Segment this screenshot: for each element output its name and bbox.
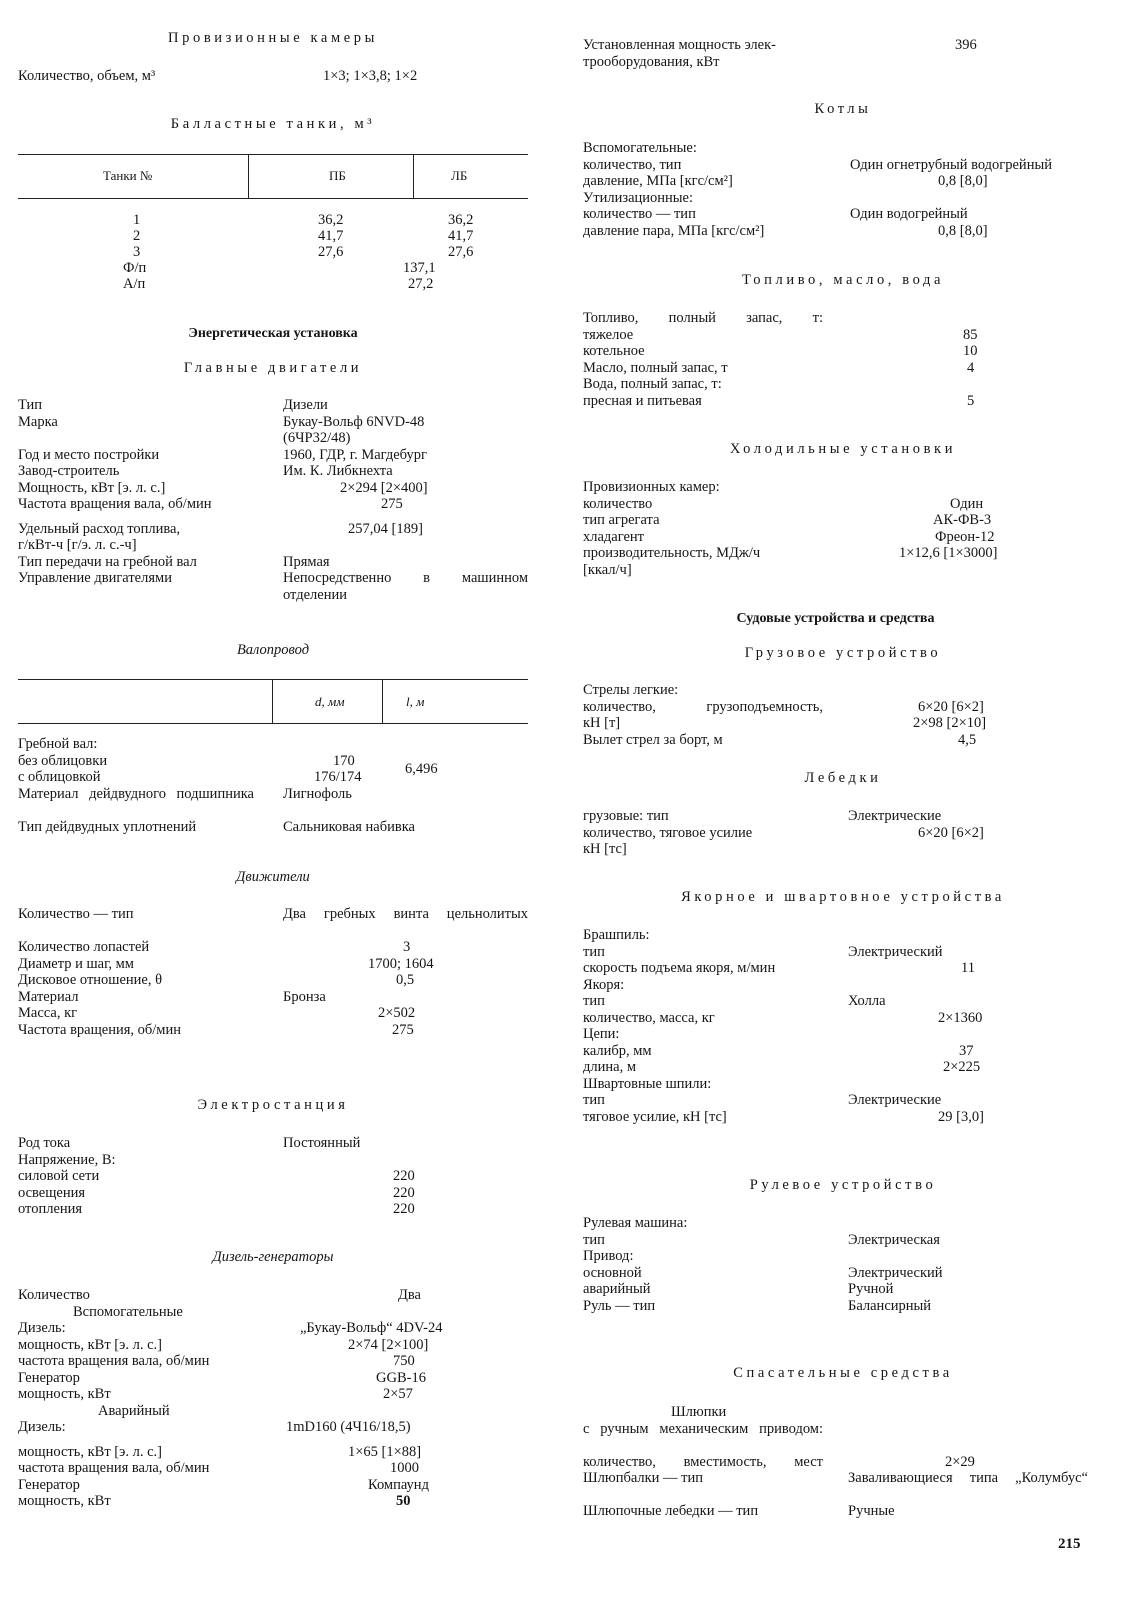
tank-lb-value: 36,2 (448, 212, 474, 228)
spec-value: Компаунд (368, 1476, 429, 1493)
provision-chambers-label: Количество, объем, м³ (18, 68, 156, 84)
table-col-divider (382, 679, 383, 723)
spec-value: 50 (396, 1493, 411, 1509)
spec-value: 1700; 1604 (368, 955, 434, 972)
spec-value: Букау-Вольф 6NVD-48 (283, 413, 425, 430)
spec-label: Завод-строитель (18, 463, 120, 479)
spec-value: 6×20 [6×2] (918, 698, 984, 715)
tank-fp-value: 137,1 (403, 260, 436, 276)
spec-label: основной (583, 1264, 642, 1281)
fuel-oil-water-block (583, 310, 1103, 409)
column-header-tank: Танки № (103, 168, 153, 183)
spec-value: 275 (392, 1021, 414, 1038)
spec-label: Провизионных камер: (583, 479, 720, 495)
spec-label: [ккал/ч] (583, 561, 632, 578)
tank-number: 2 (133, 228, 141, 244)
column-header-pb: ПБ (329, 168, 346, 183)
spec-label: тип (583, 993, 605, 1009)
spec-value: 1×65 [1×88] (348, 1443, 422, 1460)
spec-label: частота вращения вала, об/мин (18, 1460, 210, 1476)
spec-label: Удельный расход топлива, (18, 520, 181, 537)
steering-block (583, 1215, 1103, 1314)
spec-label: Род тока (18, 1135, 71, 1151)
spec-label: мощность, кВт [э. л. с.] (18, 1443, 162, 1460)
spec-value: Электрическая (848, 1231, 940, 1248)
spec-label: калибр, мм (583, 1042, 652, 1059)
spec-label: Количество — тип (18, 906, 134, 922)
spec-value: Постоянный (283, 1135, 361, 1151)
propulsors-title: Движители (236, 869, 310, 885)
ballast-tanks-table (18, 154, 528, 304)
table-col-divider (248, 154, 249, 198)
shafting-title: Валопровод (236, 642, 310, 658)
shafting-block (18, 736, 528, 835)
shaft-l-value: 6,496 (405, 760, 438, 777)
table-top-rule (18, 154, 528, 155)
spec-label: Частота вращения, об/мин (18, 1021, 181, 1038)
spec-subheading: Шлюпки (671, 1404, 727, 1420)
cargo-gear-title: Грузовое устройство (744, 645, 942, 661)
spec-label: скорость подъема якоря, м/мин (583, 960, 776, 976)
spec-value: 1mD160 (4Ч16/18,5) (286, 1419, 411, 1435)
spec-value: 11 (961, 960, 975, 976)
spec-label: котельное (583, 343, 645, 359)
spec-value: Прямая (283, 553, 330, 570)
anchor-mooring-title: Якорное и швартовное устройства (681, 889, 1005, 905)
spec-label: Материал (18, 988, 79, 1005)
spec-value: Непосредственно в машинном отделении (283, 570, 528, 603)
spec-label: количество, вместимость, мест (583, 1453, 823, 1470)
table-header-rule (18, 198, 528, 199)
spec-value: Ручной (848, 1281, 894, 1297)
shaft-d-value: 176/174 (314, 769, 362, 785)
table-header-rule (18, 723, 528, 724)
boilers-title: Котлы (814, 101, 872, 117)
spec-value: 5 (967, 392, 975, 409)
spec-value: Один (950, 495, 984, 512)
tank-lb-value: 27,6 (448, 244, 474, 260)
spec-label: Швартовные шпили: (583, 1075, 712, 1092)
spec-value: 220 (393, 1184, 415, 1201)
spec-value: Электрический (848, 943, 943, 960)
spec-label: Напряжение, В: (18, 1151, 116, 1168)
spec-label: Шлюпочные лебедки — тип (583, 1503, 759, 1519)
propulsors-block (18, 906, 528, 1038)
page-number: 215 (1058, 1536, 1081, 1552)
energy-plant-title: Энергетическая установка (188, 326, 358, 341)
ballast-tanks-title: Балластные танки, м³ (170, 116, 376, 132)
spec-label: г/кВт-ч [г/э. л. с.-ч] (18, 537, 137, 553)
spec-value: 275 (381, 496, 403, 512)
spec-value: 2×29 (945, 1453, 975, 1470)
spec-label: Вода, полный запас, т: (583, 376, 722, 392)
spec-label: отопления (18, 1201, 83, 1217)
spec-label: производительность, МДж/ч (583, 545, 761, 561)
spec-value: 6×20 [6×2] (918, 824, 984, 841)
spec-label: тяговое усилие, кН [тс] (583, 1108, 727, 1125)
spec-label: Управление двигателями (18, 570, 172, 586)
spec-label: тип (583, 1092, 605, 1108)
spec-label: количество, тяговое усилие (583, 824, 753, 841)
tank-ap-label: А/п (123, 276, 146, 292)
column-header-d: d, мм (315, 694, 345, 709)
shaft-d-value: 170 (333, 752, 355, 769)
spec-value: 220 (393, 1168, 415, 1184)
spec-value: 4,5 (958, 731, 977, 748)
spec-label: кН [т] (583, 715, 621, 731)
spec-label: силовой сети (18, 1168, 100, 1184)
spec-value: Балансирный (848, 1297, 932, 1314)
spec-value: Два (398, 1287, 421, 1303)
spec-value: 29 [3,0] (938, 1108, 984, 1125)
spec-label: Стрелы легкие: (583, 682, 679, 698)
spec-label: хладагент (583, 528, 645, 545)
column-header-lb: ЛБ (451, 168, 468, 183)
provision-chambers-value: 1×3; 1×3,8; 1×2 (323, 68, 418, 84)
spec-value: Фреон-12 (935, 528, 995, 545)
spec-label: тип (583, 943, 605, 960)
spec-value: 3 (403, 939, 411, 955)
steering-title: Рулевое устройство (749, 1177, 937, 1193)
spec-label: Вылет стрел за борт, м (583, 731, 723, 748)
spec-label: тип агрегата (583, 512, 660, 528)
spec-value: Лигнофоль (283, 785, 352, 802)
spec-label: Дизель: (18, 1419, 66, 1435)
spec-label: Мощность, кВт [э. л. с.] (18, 479, 166, 496)
spec-label: Вспомогательные: (583, 140, 697, 156)
main-engines-title: Главные двигатели (183, 360, 363, 376)
spec-label: Гребной вал: (18, 736, 98, 752)
spec-label: количество, тип (583, 156, 682, 173)
tank-lb-value: 41,7 (448, 228, 474, 244)
spec-label: Частота вращения вала, об/мин (18, 496, 212, 512)
spec-label: с ручным механическим приводом: (583, 1420, 823, 1437)
installed-power-block (583, 37, 1103, 70)
spec-label: грузовые: тип (583, 808, 669, 824)
refrigeration-title: Холодильные установки (729, 441, 957, 457)
boilers-block (583, 140, 1103, 239)
refrigeration-block (583, 479, 1103, 578)
spec-label: Дизель: (18, 1320, 66, 1336)
spec-label: Диаметр и шаг, мм (18, 955, 134, 972)
spec-value: АК-ФВ-3 (933, 512, 992, 528)
spec-label: Установленная мощность элек- (583, 37, 776, 53)
tank-pb-value: 27,6 (318, 244, 344, 260)
spec-label: Масло, полный запас, т (583, 359, 728, 376)
spec-value: 4 (967, 359, 975, 376)
diesel-generators-block (18, 1287, 528, 1510)
spec-value: 2×98 [2×10] (913, 715, 987, 731)
tank-number: 1 (133, 212, 141, 228)
spec-value: (6ЧР32/48) (283, 430, 351, 446)
spec-value: Ручные (848, 1503, 895, 1519)
spec-value: Электрические (848, 1092, 942, 1108)
spec-value: Им. К. Либкнехта (283, 463, 393, 479)
spec-value: Электрические (848, 808, 942, 824)
tank-pb-value: 41,7 (318, 228, 344, 244)
provision-chambers-row (18, 68, 528, 85)
table-col-divider (272, 679, 273, 723)
spec-subheading: Вспомогательные (73, 1303, 183, 1320)
spec-value: 396 (955, 37, 977, 53)
spec-label: Топливо, полный запас, т: (583, 310, 823, 326)
spec-value: Дизели (283, 397, 328, 413)
spec-label: аварийный (583, 1281, 651, 1297)
spec-value: 2×74 [2×100] (348, 1336, 429, 1353)
spec-label: без облицовки (18, 752, 108, 769)
spec-label: Тип дейдвудных уплотнений (18, 818, 197, 835)
spec-value: 2×57 (383, 1386, 413, 1402)
spec-label: тяжелое (583, 326, 634, 343)
table-top-rule (18, 679, 528, 680)
spec-label: Руль — тип (583, 1297, 656, 1314)
spec-label: количество, масса, кг (583, 1009, 715, 1026)
spec-label: Утилизационные: (583, 189, 694, 206)
ship-devices-title: Судовые устройства и средства (736, 611, 935, 626)
spec-label: Марка (18, 413, 58, 430)
spec-label: Якоря: (583, 976, 625, 993)
spec-label: количество, грузоподъемность, (583, 698, 823, 715)
spec-value: 85 (963, 326, 978, 343)
spec-value: Сальниковая набивка (283, 818, 415, 835)
diesel-generators-title: Дизель-генераторы (212, 1249, 334, 1265)
column-header-l: l, м (406, 694, 425, 709)
spec-value: 2×294 [2×400] (340, 479, 428, 496)
spec-label: Количество (18, 1287, 90, 1303)
spec-label: Год и место постройки (18, 446, 160, 463)
spec-label: Шлюпбалки — тип (583, 1470, 704, 1486)
tank-pb-value: 36,2 (318, 212, 344, 228)
spec-label: давление пара, МПа [кгс/см²] (583, 222, 765, 239)
spec-value: 1000 (390, 1460, 419, 1476)
winches-title: Лебедки (804, 770, 882, 786)
spec-value: 10 (963, 343, 978, 359)
spec-label: тип (583, 1231, 605, 1248)
spec-label: освещения (18, 1184, 86, 1201)
spec-label: кН [тс] (583, 841, 627, 857)
spec-label: Генератор (18, 1476, 80, 1493)
spec-label: Рулевая машина: (583, 1215, 688, 1231)
spec-label: давление, МПа [кгс/см²] (583, 173, 733, 189)
spec-label: Материал дейдвудного подшипника (18, 785, 254, 802)
table-col-divider (413, 154, 414, 198)
cargo-gear-block (583, 682, 1103, 748)
spec-label: количество — тип (583, 206, 696, 222)
spec-label: Генератор (18, 1369, 80, 1386)
spec-value: 1×12,6 [1×3000] (899, 545, 998, 561)
spec-label: Привод: (583, 1248, 634, 1264)
winches-block (583, 808, 1103, 858)
spec-label: Масса, кг (18, 1005, 78, 1021)
spec-label: мощность, кВт (18, 1386, 111, 1402)
spec-value: Один огнетрубный водогрейный (850, 156, 1052, 173)
tank-ap-value: 27,2 (408, 276, 434, 292)
shafting-table-header (18, 679, 528, 727)
spec-value: Электрический (848, 1264, 943, 1281)
spec-value: 257,04 [189] (348, 520, 423, 537)
power-station-title: Электростанция (197, 1097, 349, 1113)
spec-value: Один водогрейный (850, 206, 968, 222)
lifesaving-block (583, 1404, 1103, 1520)
spec-value: „Букау-Вольф“ 4DV-24 (300, 1320, 443, 1336)
spec-label: Тип передачи на гребной вал (18, 553, 197, 570)
spec-value: Два гребных винта цельнолитых (283, 906, 528, 922)
spec-value: Холла (848, 993, 886, 1009)
spec-value: Бронза (283, 988, 326, 1005)
spec-label: пресная и питьевая (583, 392, 702, 409)
spec-value: 0,8 [8,0] (938, 173, 988, 189)
spec-label: Брашпиль: (583, 927, 650, 943)
spec-label: Тип (18, 397, 43, 413)
spec-label: длина, м (583, 1059, 636, 1075)
main-engines-block (18, 397, 528, 603)
spec-value: 220 (393, 1201, 415, 1217)
power-station-block (18, 1135, 528, 1218)
provision-chambers-title: Провизионные камеры (168, 30, 378, 46)
spec-label: с облицовкой (18, 769, 101, 785)
spec-label: трооборудования, кВт (583, 53, 720, 70)
spec-value: 0,5 (396, 972, 415, 988)
spec-label: Количество лопастей (18, 939, 150, 955)
spec-value: 2×225 (943, 1059, 981, 1075)
spec-value: Заваливающиеся типа „Колумбус“ (848, 1470, 1088, 1486)
spec-label: Цепи: (583, 1026, 620, 1042)
spec-value: 2×1360 (938, 1009, 983, 1026)
lifesaving-title: Спасательные средства (733, 1365, 953, 1381)
spec-value: 0,8 [8,0] (938, 222, 988, 239)
spec-value: 1960, ГДР, г. Магдебург (283, 446, 427, 463)
tank-number: 3 (133, 244, 141, 260)
anchor-mooring-block (583, 927, 1103, 1125)
spec-label: мощность, кВт [э. л. с.] (18, 1336, 162, 1353)
spec-subheading: Аварийный (98, 1402, 170, 1419)
spec-label: мощность, кВт (18, 1493, 111, 1509)
spec-value: GGB-16 (376, 1369, 426, 1386)
spec-value: 37 (959, 1042, 974, 1059)
fuel-oil-water-title: Топливо, масло, вода (741, 272, 945, 288)
spec-value: 2×502 (378, 1005, 416, 1021)
spec-value: 750 (393, 1353, 415, 1369)
spec-label: количество (583, 495, 653, 512)
spec-label: Дисковое отношение, θ (18, 972, 163, 988)
tank-fp-label: Ф/п (123, 260, 147, 276)
spec-label: частота вращения вала, об/мин (18, 1353, 210, 1369)
